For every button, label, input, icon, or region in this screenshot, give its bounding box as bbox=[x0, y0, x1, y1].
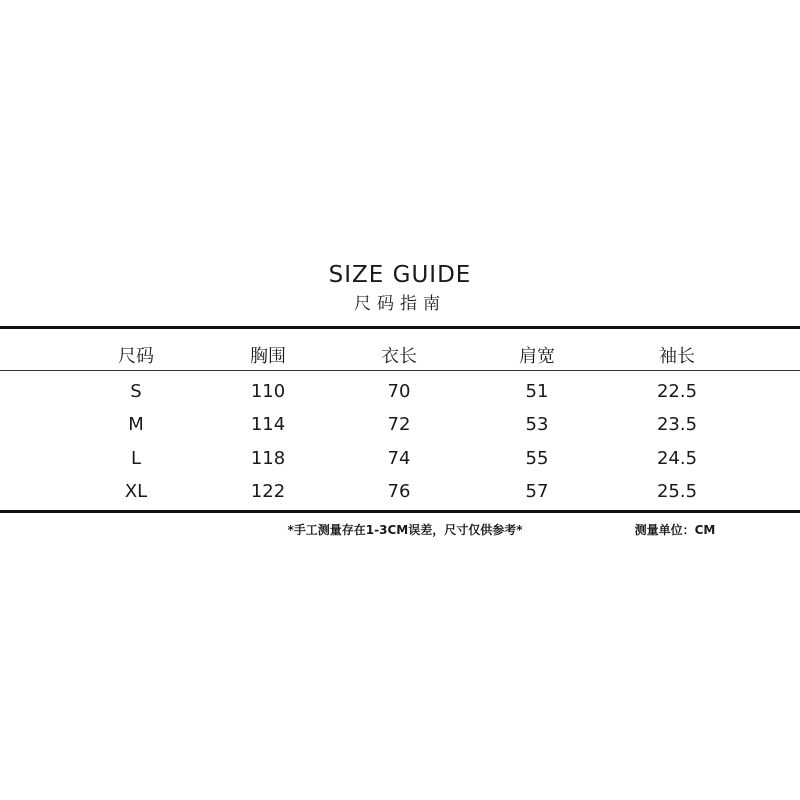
header-shoulder: 肩宽 bbox=[519, 346, 555, 367]
table-cell: 122 bbox=[250, 481, 286, 502]
header-chest: 胸围 bbox=[250, 346, 286, 367]
table-cell: 110 bbox=[250, 381, 286, 402]
table-cell: L bbox=[130, 448, 142, 469]
table-cell: 114 bbox=[250, 414, 286, 435]
table-cell: 118 bbox=[250, 448, 286, 469]
table-cell: 57 bbox=[525, 481, 549, 502]
table-cell: XL bbox=[124, 481, 148, 502]
table-cell: 74 bbox=[387, 448, 411, 469]
table-cell: 55 bbox=[525, 448, 549, 469]
table-cell: 76 bbox=[387, 481, 411, 502]
table-bottom-rule bbox=[0, 510, 800, 513]
header-sleeve: 袖长 bbox=[659, 346, 695, 367]
header-size: 尺码 bbox=[118, 346, 154, 367]
table-header-divider bbox=[0, 370, 800, 371]
table-top-rule bbox=[0, 326, 800, 329]
measurement-unit: 测量单位：CM bbox=[634, 523, 716, 537]
page-subtitle: 尺码指南 bbox=[354, 294, 446, 314]
page-title: SIZE GUIDE bbox=[328, 262, 472, 288]
measurement-note: *手工测量存在1-3CM误差，尺寸仅供参考* bbox=[287, 523, 523, 537]
table-cell: 23.5 bbox=[656, 414, 698, 435]
table-cell: 25.5 bbox=[656, 481, 698, 502]
table-cell: 24.5 bbox=[656, 448, 698, 469]
header-length: 衣长 bbox=[381, 346, 417, 367]
table-cell: M bbox=[128, 414, 144, 435]
table-cell: 51 bbox=[525, 381, 549, 402]
table-cell: 70 bbox=[387, 381, 411, 402]
table-cell: 53 bbox=[525, 414, 549, 435]
table-cell: S bbox=[130, 381, 142, 402]
table-cell: 22.5 bbox=[656, 381, 698, 402]
table-cell: 72 bbox=[387, 414, 411, 435]
